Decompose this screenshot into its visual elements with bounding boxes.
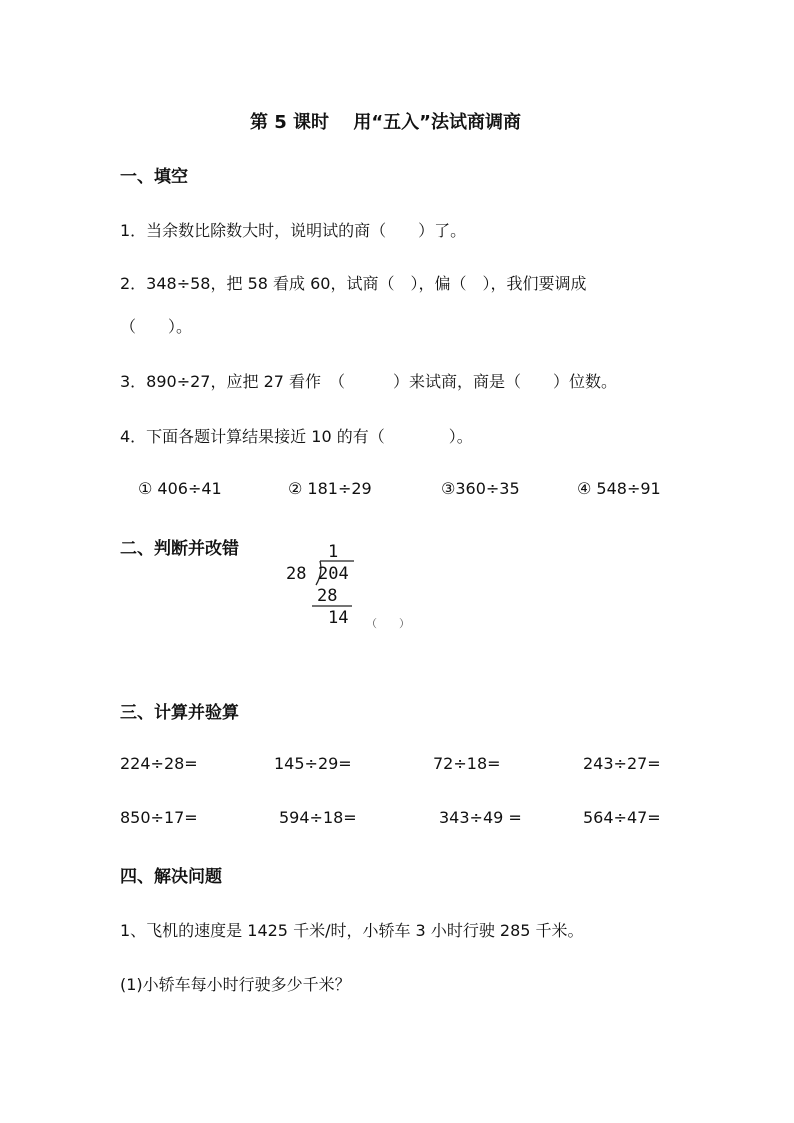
section-heading-judge-correct: 二、判断并改错 xyxy=(120,539,239,559)
calc-4: 243÷27= xyxy=(583,754,661,773)
question-2-line-1: 2．348÷58，把 58 看成 60，试商（ ），偏（ ），我们要调成 xyxy=(120,274,587,293)
option-2: ② 181÷29 xyxy=(288,479,372,498)
page-title: 第 5 课时 用“五入”法试商调商 xyxy=(250,112,521,133)
calc-7: 343÷49 = xyxy=(439,808,522,827)
division-product: 28 xyxy=(317,586,338,606)
section-heading-fill-blank: 一、填空 xyxy=(120,167,188,187)
calc-1: 224÷28= xyxy=(120,754,198,773)
question-3: 3．890÷27，应把 27 看作 （ ）来试商，商是（ ）位数。 xyxy=(120,372,618,391)
problem-1-sub-1: (1)小轿车每小时行驶多少千米？ xyxy=(120,975,351,994)
judge-answer-blank: （ ） xyxy=(366,617,410,630)
calc-5: 850÷17= xyxy=(120,808,198,827)
division-remainder: 14 xyxy=(328,608,349,628)
section-heading-compute-verify: 三、计算并验算 xyxy=(120,703,239,723)
calc-3: 72÷18= xyxy=(433,754,501,773)
calc-8: 564÷47= xyxy=(583,808,661,827)
option-1: ① 406÷41 xyxy=(138,479,222,498)
question-4: 4．下面各题计算结果接近 10 的有（ ）。 xyxy=(120,427,473,446)
section-heading-solve-problems: 四、解决问题 xyxy=(120,867,222,887)
division-divisor: 28 xyxy=(286,564,307,584)
problem-1: 1、飞机的速度是 1425 千米/时，小轿车 3 小时行驶 285 千米。 xyxy=(120,921,584,940)
question-1: 1．当余数比除数大时，说明试的商（ ）了。 xyxy=(120,221,467,240)
option-3: ③360÷35 xyxy=(441,479,520,498)
calc-6: 594÷18= xyxy=(279,808,357,827)
division-dividend: 204 xyxy=(318,564,349,584)
question-2-line-2: （ ）。 xyxy=(120,317,193,336)
calc-2: 145÷29= xyxy=(274,754,352,773)
division-quotient: 1 xyxy=(328,542,339,562)
long-division xyxy=(286,542,366,632)
option-4: ④ 548÷91 xyxy=(577,479,661,498)
